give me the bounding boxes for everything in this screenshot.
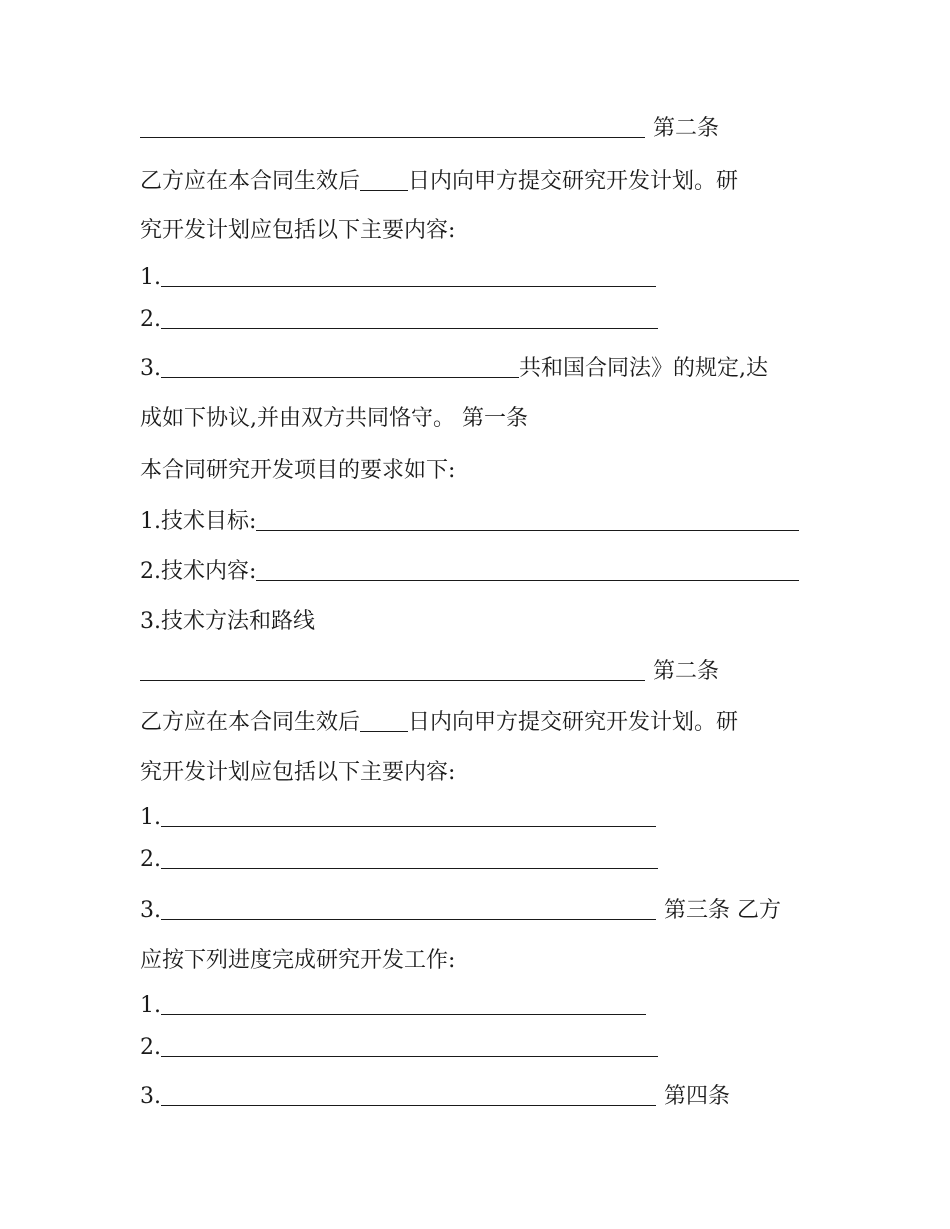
- text-segment: 第三条 乙方: [664, 898, 781, 923]
- article-label: 第二条: [653, 659, 720, 684]
- line-plan-contents: [140, 756, 455, 790]
- field-label: 3.技术方法和路线: [140, 609, 315, 634]
- text-segment: 日内向甲方提交研究开发计划。研: [408, 710, 739, 735]
- item-number: 1.: [140, 805, 161, 830]
- fill-blank[interactable]: [140, 115, 645, 138]
- tech-target-blank[interactable]: [256, 508, 799, 531]
- list-item: [140, 843, 658, 877]
- tech-method-line: [140, 605, 315, 639]
- fill-blank[interactable]: [161, 897, 656, 920]
- article-label: 第四条: [664, 1084, 731, 1109]
- days-blank[interactable]: [360, 709, 408, 732]
- item-number: 1.: [140, 265, 161, 290]
- days-blank[interactable]: [360, 168, 408, 191]
- fill-blank[interactable]: [161, 355, 519, 378]
- list-item: [140, 261, 656, 295]
- fill-blank[interactable]: [161, 804, 656, 827]
- line-plan-submission: [140, 165, 738, 199]
- item-number: 1.: [140, 993, 161, 1018]
- line-requirements: [140, 454, 455, 488]
- text-segment: 共和国合同法》的规定,达: [519, 356, 768, 381]
- list-item: [140, 801, 656, 835]
- line-schedule: [140, 944, 455, 978]
- text-segment: 乙方应在本合同生效后: [140, 169, 361, 194]
- list-item: [140, 894, 781, 928]
- line-plan-submission: [140, 706, 738, 740]
- item-number: 3.: [140, 898, 161, 923]
- item-number: 2.: [140, 307, 161, 332]
- text-segment: 本合同研究开发项目的要求如下:: [140, 458, 456, 483]
- text-segment: 成如下协议,并由双方共同恪守。 第一条: [140, 406, 528, 431]
- text-segment: 究开发计划应包括以下主要内容:: [140, 760, 456, 785]
- fill-blank[interactable]: [161, 306, 658, 329]
- tech-content-line: [140, 555, 799, 589]
- list-item: [140, 352, 768, 386]
- article-label: 第二条: [653, 116, 720, 141]
- fill-blank[interactable]: [161, 992, 646, 1015]
- text-segment: 乙方应在本合同生效后: [140, 710, 361, 735]
- fill-blank[interactable]: [161, 1034, 658, 1057]
- field-label: 1.技术目标:: [140, 509, 257, 534]
- field-label: 2.技术内容:: [140, 559, 257, 584]
- text-segment: 日内向甲方提交研究开发计划。研: [408, 169, 739, 194]
- line-article-2-header: [140, 655, 719, 689]
- fill-blank[interactable]: [140, 658, 645, 681]
- list-item: [140, 1031, 658, 1065]
- text-segment: 应按下列进度完成研究开发工作:: [140, 948, 456, 973]
- line-article-2-header: [140, 112, 719, 146]
- fill-blank[interactable]: [161, 264, 656, 287]
- tech-content-blank[interactable]: [256, 558, 799, 581]
- fill-blank[interactable]: [161, 1083, 656, 1106]
- text-segment: 究开发计划应包括以下主要内容:: [140, 218, 456, 243]
- tech-target-line: [140, 505, 799, 539]
- item-number: 2.: [140, 847, 161, 872]
- list-item: [140, 303, 658, 337]
- list-item: [140, 989, 646, 1023]
- list-item: [140, 1080, 730, 1114]
- item-number: 2.: [140, 1035, 161, 1060]
- line-plan-contents: [140, 214, 455, 248]
- fill-blank[interactable]: [161, 846, 658, 869]
- item-number: 3.: [140, 356, 161, 381]
- item-number: 3.: [140, 1084, 161, 1109]
- line-agreement: [140, 402, 528, 436]
